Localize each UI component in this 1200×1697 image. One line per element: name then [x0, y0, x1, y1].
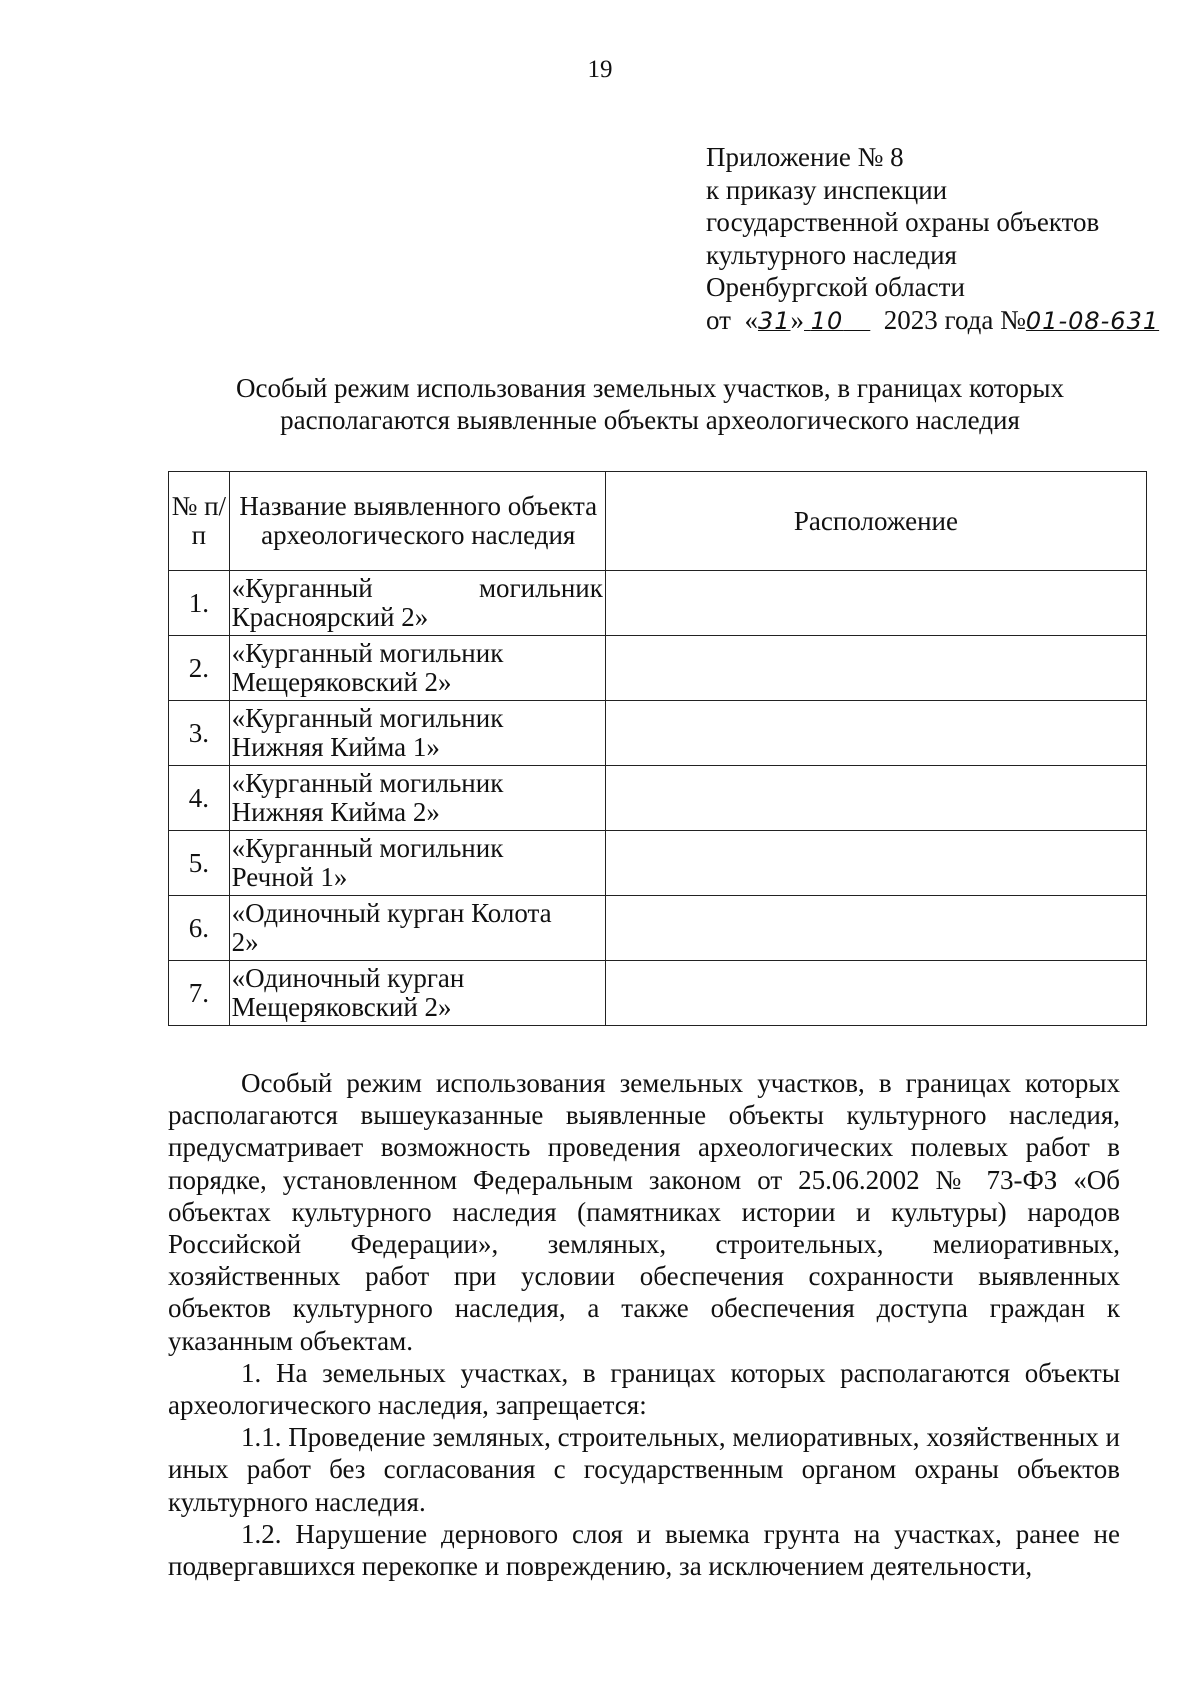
body-text	[168, 1067, 1120, 1582]
row-name-line: «Одиночный курган	[231, 963, 465, 993]
row-name	[229, 701, 605, 766]
row-name-line: «Курганный могильник	[231, 638, 504, 668]
row-name-line: Нижняя Кийма 2»	[231, 797, 440, 827]
document-title	[160, 372, 1140, 436]
date-close-quote: »	[790, 304, 804, 335]
table-row	[169, 701, 1147, 766]
row-name-line: «Курганный могильник	[231, 573, 603, 603]
row-name-line: 2»	[231, 927, 259, 957]
table-row	[169, 831, 1147, 896]
objects-table	[168, 471, 1147, 1026]
order-number: 01-08-631	[1025, 306, 1160, 335]
appendix-line: государственной охраны объектов	[706, 207, 1100, 237]
header-location: Расположение	[605, 472, 1146, 571]
appendix-line: культурного наследия	[706, 239, 957, 270]
row-location	[605, 831, 1146, 896]
table-row	[169, 571, 1147, 636]
list-item: 1.1. Проведение земляных, строительных, мелиоративных, хозяйственных и иных работ без согласования с государственным органом охраны объектов культурного наследия.	[168, 1422, 1120, 1517]
row-name	[229, 961, 605, 1026]
order-date-line	[706, 304, 1176, 338]
row-name-line: Нижняя Кийма 1»	[231, 732, 440, 762]
header-number: № п/п	[169, 472, 230, 571]
row-name-line: «Одиночный курган Колота	[231, 898, 552, 928]
table-row	[169, 636, 1147, 701]
row-location	[605, 896, 1146, 961]
row-number: 5.	[169, 831, 230, 896]
row-number: 6.	[169, 896, 230, 961]
row-number: 1.	[169, 571, 230, 636]
appendix-line: к приказу инспекции	[706, 174, 948, 205]
row-name	[229, 896, 605, 961]
row-name-line: Мещеряковский 2»	[231, 667, 452, 697]
row-number: 4.	[169, 766, 230, 831]
date-month-underline	[804, 305, 870, 335]
header-name: Название выявленного объекта археологического наследия	[229, 472, 605, 571]
row-number: 7.	[169, 961, 230, 1026]
row-location	[605, 766, 1146, 831]
row-number: 2.	[169, 636, 230, 701]
appendix-header	[706, 141, 1176, 337]
date-prefix: от	[706, 304, 731, 335]
row-name-line: Красноярский 2»	[231, 602, 429, 632]
title-line: располагаются выявленные объекты археологического наследия	[280, 405, 1020, 435]
paragraph: Особый режим использования земельных участков, в границах которых располагаются вышеуказанные выявленные объекты культурного наследия, предусматривает возможность проведения археологических полевых работ в порядке, установленном Федеральным законом от 25.06.2002 № 73-ФЗ «Об объектах культурного наследия (памятниках истории и культуры) народов Российской Федерации», земляных, строительных, мелиоративных, хозяйственных работ при условии обеспечения сохранности выявленных объектов культурного наследия, а также обеспечения доступа граждан к указанным объектам.	[168, 1068, 1120, 1356]
row-number: 3.	[169, 701, 230, 766]
date-year: 2023 года №	[883, 304, 1026, 335]
title-line: Особый режим использования земельных участков, в границах которых	[235, 373, 1065, 403]
appendix-line: Приложение № 8	[706, 142, 904, 172]
row-name-line: Мещеряковский 2»	[231, 992, 452, 1022]
date-open-quote: «	[744, 304, 758, 335]
row-name	[229, 831, 605, 896]
appendix-line: Оренбургской области	[706, 272, 965, 302]
table-row	[169, 961, 1147, 1026]
row-location	[605, 701, 1146, 766]
row-name-line: Речной 1»	[231, 862, 348, 892]
row-name-line: «Курганный могильник	[231, 833, 504, 863]
row-name	[229, 636, 605, 701]
row-name-line: «Курганный могильник	[231, 768, 504, 798]
row-location	[605, 961, 1146, 1026]
list-item: 1. На земельных участках, в границах которых располагаются объекты археологического наследия, запрещается:	[168, 1357, 1120, 1421]
table-row	[169, 766, 1147, 831]
row-location	[605, 636, 1146, 701]
row-location	[605, 571, 1146, 636]
date-month: 10	[810, 306, 844, 335]
page-number: 19	[587, 56, 613, 83]
row-name-line: «Курганный могильник	[231, 703, 504, 733]
date-day: 31	[757, 306, 791, 335]
row-name	[229, 766, 605, 831]
row-name	[229, 571, 605, 636]
table-row	[169, 896, 1147, 961]
table-header-row	[169, 472, 1147, 571]
list-item: 1.2. Нарушение дернового слоя и выемка грунта на участках, ранее не подвергавшихся перекопке и повреждению, за исключением деятельности,	[168, 1518, 1120, 1582]
